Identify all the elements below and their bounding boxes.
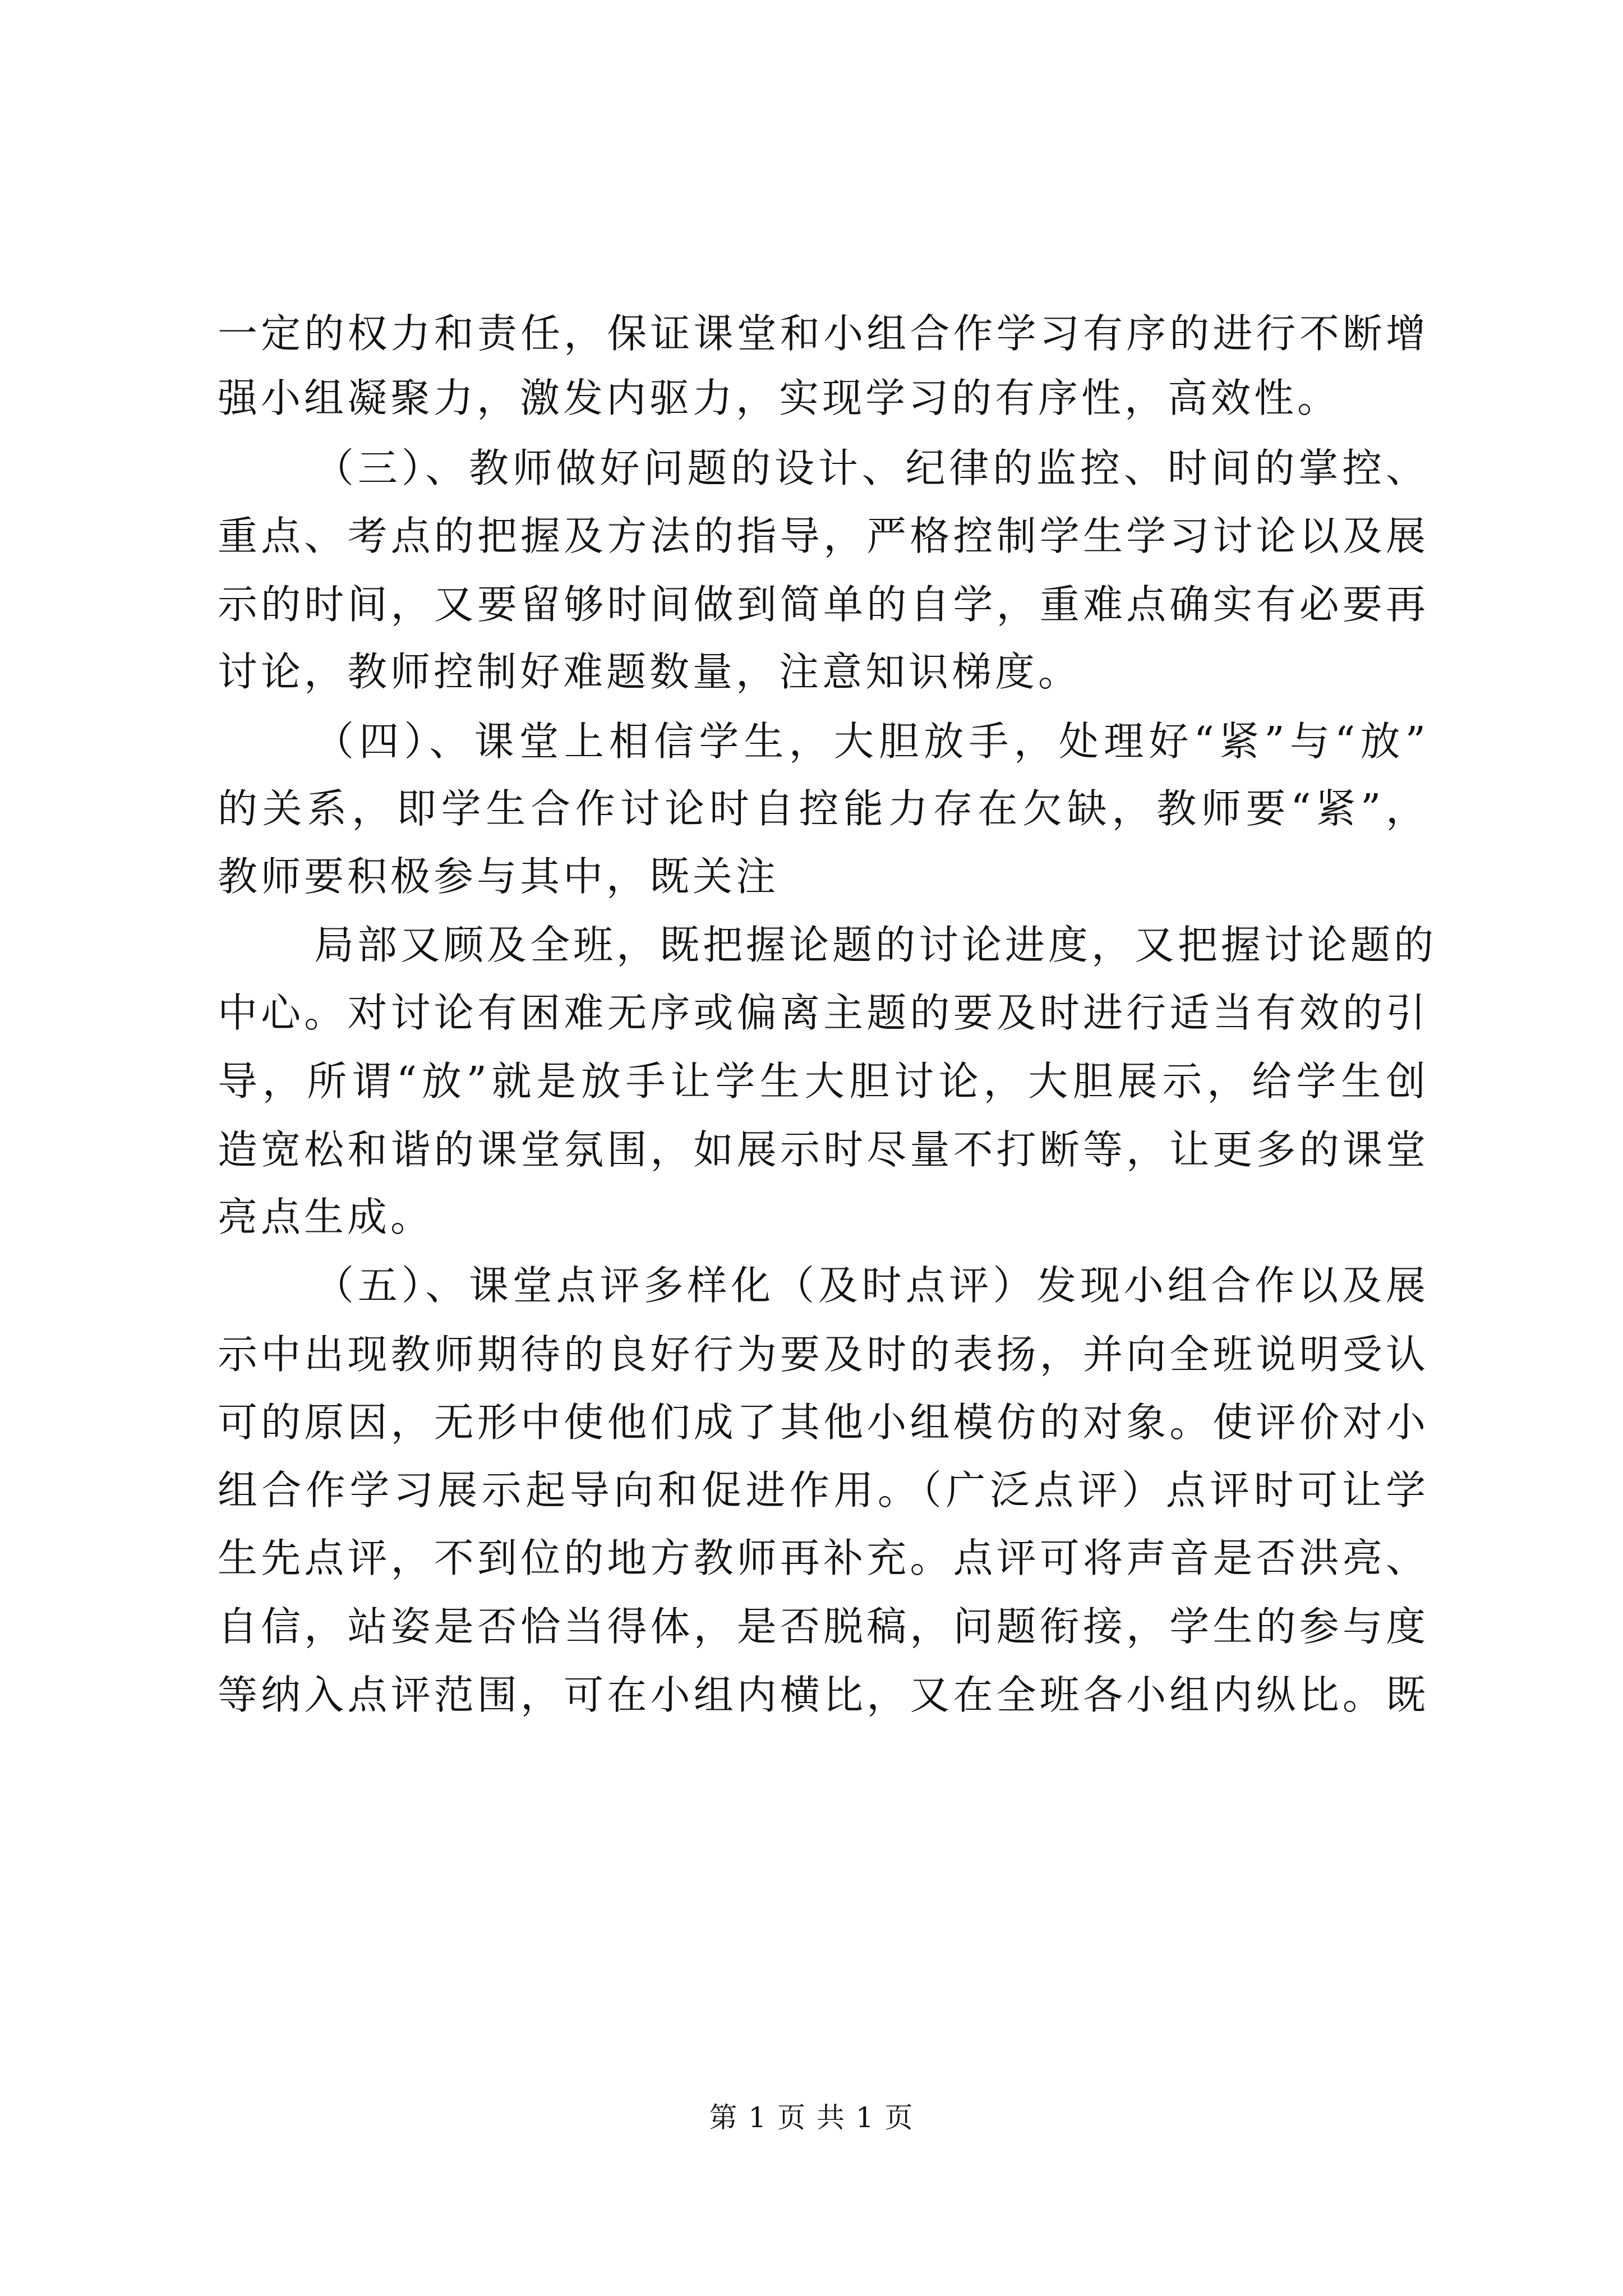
text-line: 的关系，即学生合作讨论时自控能力存在欠缺，教师要“紧”， <box>218 785 1429 832</box>
text-line: 强小组凝聚力，激发内驱力，实现学习的有序性，高效性。 <box>218 375 1341 421</box>
text-line: 可的原因，无形中使他们成了其他小组模仿的对象。使评价对小 <box>218 1399 1429 1446</box>
text-line: 亮点生成。 <box>218 1194 434 1240</box>
text-line: 自信，站姿是否恰当得体，是否脱稿，问题衔接，学生的参与度 <box>218 1603 1429 1650</box>
page-number-footer: 第 1 页 共 1 页 <box>709 2101 914 2134</box>
text-line: 示中出现教师期待的良好行为要及时的表扬，并向全班说明受认 <box>218 1331 1429 1378</box>
text-line: 组合作学习展示起导向和促进作用。（广泛点评）点评时可让学 <box>218 1467 1429 1513</box>
text-line: 中心。对讨论有困难无序或偏离主题的要及时进行适当有效的引 <box>218 990 1429 1036</box>
text-line: 教师要积极参与其中，既关注 <box>218 853 780 900</box>
text-line: （五）、课堂点评多样化（及时点评）发现小组合作以及展 <box>314 1262 1429 1309</box>
text-line: （三）、教师做好问题的设计、纪律的监控、时间的掌控、 <box>314 445 1429 491</box>
text-line: 示的时间，又要留够时间做到简单的自学，重难点确实有必要再 <box>218 581 1429 628</box>
text-line: （四）、课堂上相信学生，大胆放手，处理好“紧”与“放” <box>314 718 1429 765</box>
text-line: 等纳入点评范围，可在小组内横比，又在全班各小组内纵比。既 <box>218 1672 1429 1718</box>
text-line: 造宽松和谐的课堂氛围，如展示时尽量不打断等，让更多的课堂 <box>218 1126 1429 1173</box>
text-line: 重点、考点的把握及方法的指导，严格控制学生学习讨论以及展 <box>218 513 1429 559</box>
text-line: 讨论，教师控制好难题数量，注意知识梯度。 <box>218 648 1082 695</box>
text-line: 生先点评，不到位的地方教师再补充。点评可将声音是否洪亮、 <box>218 1535 1429 1581</box>
text-line: 局部又顾及全班，既把握论题的讨论进度，又把握讨论题的 <box>314 922 1437 968</box>
text-line: 一定的权力和责任，保证课堂和小组合作学习有序的进行不断增 <box>218 310 1429 357</box>
text-line: 导，所谓“放”就是放手让学生大胆讨论，大胆展示，给学生创 <box>218 1058 1429 1105</box>
